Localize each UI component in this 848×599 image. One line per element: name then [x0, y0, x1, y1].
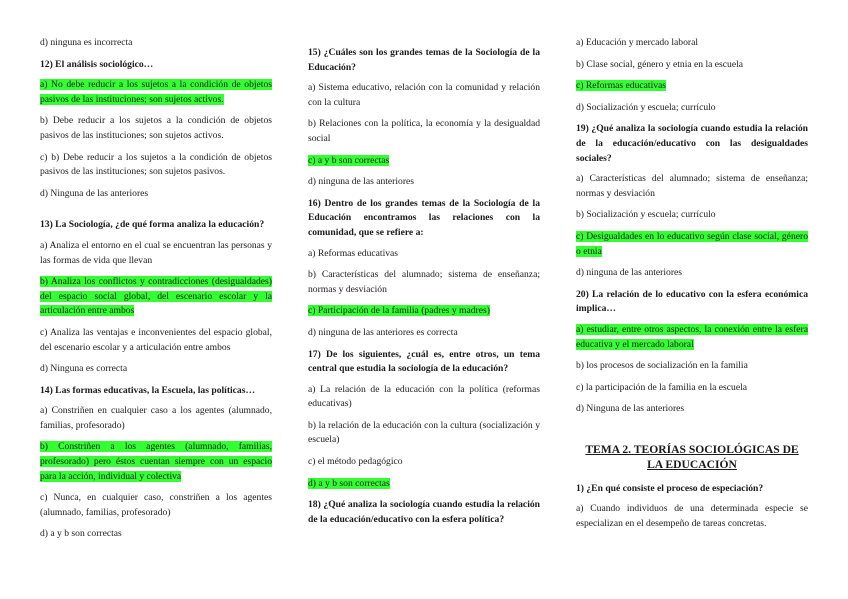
answer-option-text: d) Ninguna de las anteriores — [576, 403, 685, 415]
answer-option-text: b) Relaciones con la política, la economía y la desigualdad social — [308, 118, 540, 144]
answer-option — [576, 172, 808, 201]
answer-option — [576, 502, 808, 531]
answer-option-text: d) Ninguna es correcta — [40, 363, 128, 375]
answer-option — [40, 527, 272, 542]
question-text: 18) ¿Qué analiza la sociología cuando estudia la relación de la educación/educativo con la esfera política? — [308, 499, 540, 525]
column-3 — [576, 36, 808, 539]
question-text: 19) ¿Qué analiza la sociología cuando estudia la relación de la educación/educativo con las desigualdades sociales? — [576, 123, 808, 164]
answer-option-highlighted — [40, 440, 272, 484]
answer-option-text: d) ninguna de las anteriores — [576, 267, 683, 279]
answer-option-text: c) a y b son correctas — [308, 154, 390, 166]
answer-option-text: d) a y b son correctas — [40, 528, 122, 540]
question-text: 12) El análisis sociológico… — [40, 58, 154, 70]
answer-option-text: a) Sistema educativo, relación con la comunidad y relación con la cultura — [308, 82, 540, 108]
answer-option-text: c) la participación de la familia en la escuela — [576, 381, 747, 393]
answer-option-highlighted — [308, 304, 540, 319]
answer-option-highlighted — [308, 154, 540, 169]
answer-option — [576, 101, 808, 116]
answer-option — [308, 81, 540, 110]
question-text: 20) La relación de lo educativo con la esfera económica implica… — [576, 288, 808, 315]
answer-option-text: b) los procesos de socialización en la familia — [576, 360, 748, 372]
answer-option-text: a) La relación de la educación con la política (reformas educativas) — [308, 383, 540, 410]
answer-option-text: a) Reformas educativas — [308, 247, 399, 259]
column-1 — [40, 36, 272, 549]
answer-option-highlighted — [576, 79, 808, 94]
answer-option — [308, 419, 540, 448]
answer-option — [308, 326, 540, 341]
answer-option-text: c) Participación de la familia (padres y madres) — [308, 305, 490, 317]
answer-option-text: b) Características del alumnado; sistema de enseñanza; normas y desviación — [308, 269, 540, 295]
answer-option — [576, 208, 808, 223]
answer-option — [40, 491, 272, 520]
answer-option — [308, 383, 540, 412]
answer-option — [576, 359, 808, 374]
answer-option-text: b) Analiza los conflictos y contradicciones (desigualdades) del espacio social global, del escenario escolar y la articulación entre ambos — [40, 276, 272, 317]
answer-option-text: d) Socialización y escuela; currículo — [576, 101, 716, 113]
spacer — [308, 36, 540, 46]
answer-option-text: c) Nunca, en cualquier caso, constriñen a los agentes (alumnado, familias, profesorado) — [40, 492, 272, 518]
answer-option — [40, 36, 272, 51]
answer-option-text: d) ninguna es incorrecta — [40, 37, 133, 48]
question-text: 15) ¿Cuáles son los grandes temas de la Sociología de la Educación? — [308, 47, 540, 73]
question-text: 13) La Sociología, ¿de qué forma analiza la educación? — [40, 219, 265, 231]
spacer — [576, 424, 808, 434]
answer-option — [40, 239, 272, 268]
answer-option-highlighted — [576, 230, 808, 259]
question-text: 1) ¿En qué consiste el proceso de especiación? — [576, 482, 764, 494]
answer-option-text: a) No debe reducir a los sujetos a la condición de objetos pasivos de las instituciones; son sujetos activos. — [40, 79, 272, 105]
answer-option — [40, 404, 272, 433]
answer-option-text: c) Analiza las ventajas e inconvenientes del espacio global, del escenario escolar y a articulación entre ambos — [40, 326, 272, 353]
answer-option-text: c) b) Debe reducir a los sujetos a la condición de objetos pasivos de las instituciones; son sujetos pasivos. — [40, 151, 272, 178]
answer-option-text: c) Reformas educativas — [576, 80, 667, 92]
answer-option-text: c) el método pedagógico — [308, 456, 403, 468]
answer-option-text: b) Clase social, género y etnia en la escuela — [576, 58, 744, 70]
answer-option — [40, 187, 272, 202]
answer-option-text: b) Constriñen a los agentes (alumnado, familias, profesorado) pero éstos cuentan siempre con un espacio para la acción, individual y colectiva — [40, 441, 272, 482]
answer-option — [308, 117, 540, 146]
answer-option-text: b) Socialización y escuela; currículo — [576, 209, 716, 221]
answer-option-text: a) Analiza el entorno en el cual se encuentran las personas y las formas de vida que llevan — [40, 239, 272, 266]
answer-option — [40, 326, 272, 355]
section-heading: TEMA 2. TEORÍAS SOCIOLÓGICAS DE LA EDUCACIÓN — [585, 442, 799, 471]
answer-option-highlighted — [308, 477, 540, 492]
question-text: 16) Dentro de los grandes temas de la Sociología de la Educación encontramos las relaciones con la comunidad, que se refiere a: — [308, 197, 540, 238]
answer-option-text: c) Desigualdades en lo educativo según clase social, género o etnia — [576, 230, 808, 257]
answer-option — [576, 266, 808, 281]
spacer — [40, 208, 272, 218]
answer-option-highlighted — [40, 275, 272, 319]
answer-option-text: a) Constriñen en cualquier caso a los agentes (alumnado, familias, profesorado) — [40, 405, 272, 431]
answer-option — [308, 247, 540, 262]
answer-option-text: a) Características del alumnado; sistema de enseñanza; normas y desviación — [576, 173, 808, 199]
answer-option-text: d) ninguna de las anteriores es correcta — [308, 326, 458, 338]
answer-option-text: d) Ninguna de las anteriores — [40, 187, 149, 199]
answer-option — [576, 381, 808, 396]
answer-option — [576, 58, 808, 73]
answer-option — [308, 175, 540, 190]
answer-option-text: a) Educación y mercado laboral — [576, 37, 698, 48]
answer-option — [576, 36, 808, 51]
answer-option-text: a) estudiar, entre otros aspectos, la conexión entre la esfera educativa y el mercado laboral — [576, 323, 808, 350]
question-text: 14) Las formas educativas, la Escuela, las políticas… — [40, 384, 256, 396]
answer-option — [308, 455, 540, 470]
answer-option-text: b) la relación de la educación con la cultura (socialización y escuela) — [308, 419, 540, 446]
answer-option-text: b) Debe reducir a los sujetos a la condición de objetos pasivos de las instituciones; son sujetos activos. — [40, 115, 272, 141]
answer-option-text: d) ninguna de las anteriores — [308, 176, 415, 188]
answer-option — [40, 114, 272, 143]
answer-option-highlighted — [576, 323, 808, 352]
question-text: 17) De los siguientes, ¿cuál es, entre otros, un tema central que estudia la sociología de la educación? — [308, 348, 540, 375]
answer-option-text: d) a y b son correctas — [308, 477, 390, 489]
answer-option — [40, 151, 272, 180]
answer-option — [308, 268, 540, 297]
answer-option — [40, 362, 272, 377]
column-2 — [308, 36, 540, 533]
answer-option-text: a) Cuando individuos de una determinada especie se especializan en el desempeño de tareas concretas. — [576, 503, 808, 530]
answer-option — [576, 402, 808, 417]
answer-option-highlighted — [40, 78, 272, 107]
